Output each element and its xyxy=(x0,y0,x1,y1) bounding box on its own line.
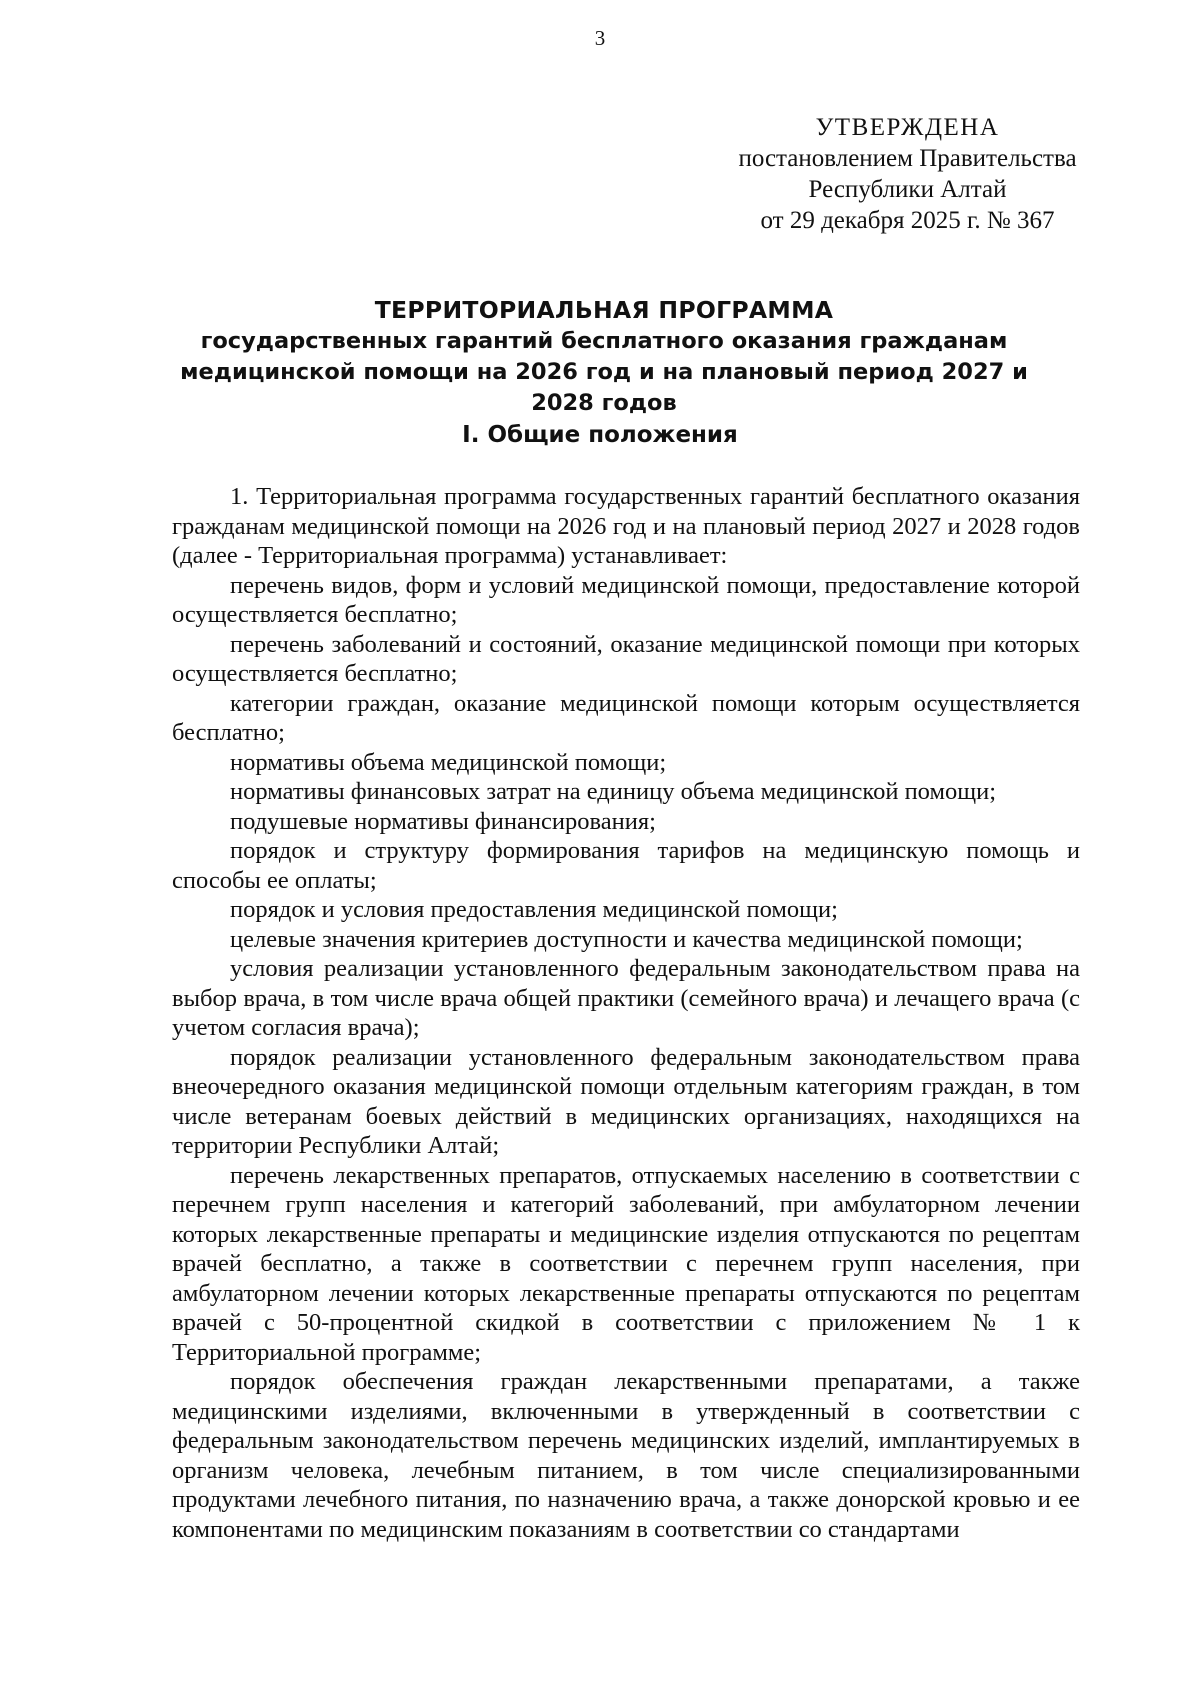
section-heading: I. Общие положения xyxy=(462,422,738,448)
paragraph: перечень заболеваний и состояний, оказание медицинской помощи при которых осуществляется бесплатно; xyxy=(172,630,1080,687)
paragraph: порядок обеспечения граждан лекарственными препаратами, а также медицинскими изделиями, включенными в утвержденный в соответствии с федеральным законодательством перечень медицинских изделий, имплантируемых в организм человека, лечебным питанием, в том числе специализированными продуктами лечебного питания, по назначению врача, а также донорской кровью и ее компонентами по медицинским показаниям в соответствии со стандартами xyxy=(172,1368,1080,1543)
document-title xyxy=(150,295,1058,419)
paragraph: порядок реализации установленного федеральным законодательством права внеочередного оказания медицинской помощи отдельным категориям граждан, в том числе ветеранам боевых действий в медицинских организациях, находящихся на территории Республики Алтай; xyxy=(172,1043,1080,1159)
approval-heading: УТВЕРЖДЕНА xyxy=(815,114,1000,141)
title-main: ТЕРРИТОРИАЛЬНАЯ ПРОГРАММА xyxy=(374,296,834,324)
paragraph: порядок и условия предоставления медицинской помощи; xyxy=(230,896,838,923)
paragraph: порядок и структуру формирования тарифов на медицинскую помощь и способы ее оплаты; xyxy=(172,837,1080,894)
paragraph: подушевые нормативы финансирования; xyxy=(230,807,656,835)
approval-line-1: постановлением Правительства xyxy=(738,145,1077,172)
paragraph: перечень лекарственных препаратов, отпускаемых населению в соответствии с перечнем групп населения и категорий заболеваний, при амбулаторном лечении которых лекарственные препараты и медицинские изделия отпускаются по рецептам врачей бесплатно, а также в соответствии с перечнем групп населения, при амбулаторном лечении которых лекарственные препараты отпускаются по рецептам врачей с 50-процентной скидкой в соответствии с приложением № 1 к Территориальной программе; xyxy=(172,1161,1080,1366)
paragraph: перечень видов, форм и условий медицинской помощи, предоставление которой осуществляется бесплатно; xyxy=(172,571,1080,628)
document-body xyxy=(172,482,1080,1544)
paragraph: категории граждан, оказание медицинской помощи которым осуществляется бесплатно; xyxy=(172,689,1080,746)
approval-line-3: от 29 декабря 2025 г. № 367 xyxy=(760,207,1055,234)
paragraph: целевые значения критериев доступности и качества медицинской помощи; xyxy=(230,925,1023,953)
title-subtitle: государственных гарантий бесплатного оказания гражданам медицинской помощи на 2026 год и на плановый период 2027 и 2028 годов xyxy=(180,328,1028,416)
paragraph: 1. Территориальная программа государственных гарантий бесплатного оказания гражданам медицинской помощи на 2026 год и на плановый период 2027 и 2028 годов (далее - Территориальная программа) устанавливает: xyxy=(172,483,1080,569)
paragraph: условия реализации установленного федеральным законодательством права на выбор врача, в том числе врача общей практики (семейного врача) и лечащего врача (с учетом согласия врача); xyxy=(172,955,1080,1041)
approval-line-2: Республики Алтай xyxy=(808,176,1007,203)
page-number: 3 xyxy=(594,26,606,50)
paragraph: нормативы финансовых затрат на единицу объема медицинской помощи; xyxy=(230,778,996,805)
paragraph: нормативы объема медицинской помощи; xyxy=(230,748,667,776)
approval-stamp xyxy=(715,112,1100,236)
